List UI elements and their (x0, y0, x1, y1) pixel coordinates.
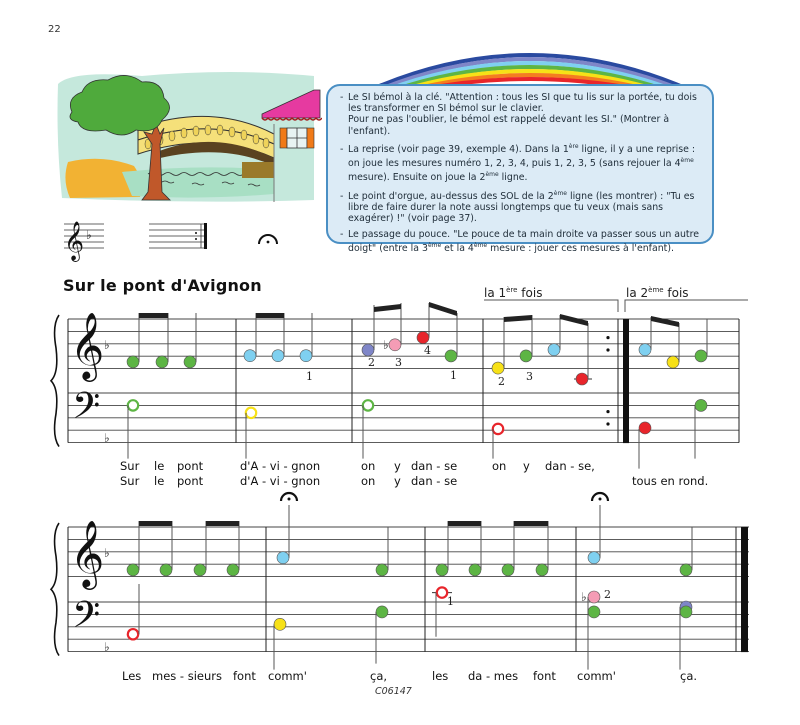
note-text: mesure : jouer ces mesures à l'enfant). (487, 242, 674, 254)
note-head (445, 350, 457, 362)
lyric-syllable: y (394, 474, 401, 488)
catalogue-code: C06147 (375, 686, 412, 697)
thick-barline (623, 319, 629, 443)
note-head-half (363, 400, 373, 410)
note-head (194, 564, 206, 576)
note-head (389, 339, 401, 351)
lyric-syllable: d'A - vi - gnon (240, 459, 321, 473)
volta-bracket-2 (625, 300, 748, 312)
ordinal-suffix: ème (473, 241, 488, 249)
lyric-syllable: mes - sieurs (152, 669, 222, 683)
bass-clef-icon: 𝄢 (72, 594, 101, 645)
repeat-dot (606, 348, 609, 351)
note-text: ligne. (498, 172, 528, 184)
lyric-syllable: ça. (680, 669, 698, 683)
note-head-half (246, 408, 256, 418)
brace (51, 315, 59, 447)
note-head-half (128, 400, 138, 410)
fingering-number: 4 (424, 344, 431, 357)
note-head (502, 564, 514, 576)
ordinal-suffix: ème (553, 189, 567, 197)
fingering-number: 2 (368, 356, 375, 369)
note-beam (206, 521, 239, 526)
lyric-syllable: Les (122, 669, 142, 683)
note-beam (139, 313, 168, 318)
treble-clef-icon: 𝄞 (70, 519, 105, 587)
flat-sign: ♭ (104, 640, 110, 654)
svg-text:♭: ♭ (86, 228, 92, 242)
fingering-number: 1 (447, 595, 454, 608)
note-head (184, 356, 196, 368)
note-head (160, 564, 172, 576)
fingering-number: 1 (306, 370, 313, 383)
lyric-syllable: comm' (268, 669, 307, 683)
note-head (272, 350, 284, 362)
flat-sign: ♭ (383, 337, 389, 352)
note-head (156, 356, 168, 368)
note-text: mesure). Ensuite on joue la 2 (348, 172, 486, 184)
final-thick-barline (741, 527, 748, 652)
lyric-syllable: pont (177, 459, 204, 473)
bass-clef-icon: 𝄢 (72, 385, 101, 436)
lyric-syllable: les (432, 669, 449, 683)
ordinal-suffix: ère (568, 142, 579, 150)
note-head (588, 552, 600, 564)
fingering-number: 2 (498, 375, 505, 388)
note-beam (256, 313, 284, 318)
note-head (300, 350, 312, 362)
note-head (680, 606, 692, 618)
note-head (417, 332, 429, 344)
lyric-syllable: font (233, 669, 256, 683)
bullet-dash: - (340, 92, 344, 103)
lyric-syllable: dan - se (411, 474, 458, 488)
note-head (536, 564, 548, 576)
repeat-dot (606, 410, 609, 413)
note-head (277, 552, 289, 564)
note-head-half (493, 424, 503, 434)
note-head (376, 606, 388, 618)
note-beam (374, 304, 401, 312)
fingering-number: 1 (450, 369, 457, 382)
lyric-syllable: on (361, 459, 376, 473)
note-head (469, 564, 481, 576)
fingering-number: 3 (395, 356, 402, 369)
fingering-number: 3 (526, 370, 533, 383)
note-head (274, 618, 286, 630)
note-text: Pour ne pas l'oublier, le bémol est rappelé devant les SI." (Montrer à l'enfant). (348, 114, 670, 137)
note-head (639, 344, 651, 356)
repeat-dot (606, 336, 609, 339)
lyric-syllable: da - mes (468, 669, 519, 683)
note-beam (139, 521, 172, 526)
lyric-syllable: Sur (120, 459, 140, 473)
lyric-syllable: y (523, 459, 530, 473)
note-head (362, 344, 374, 356)
note-head (695, 399, 707, 411)
note-head-half (437, 587, 447, 597)
note-head-half (128, 629, 138, 639)
note-head (227, 564, 239, 576)
lyric-syllable: dan - se, (545, 459, 595, 473)
page-number: 22 (48, 24, 61, 35)
note-head (127, 564, 139, 576)
lyric-syllable: le (154, 474, 165, 488)
note-text: ligne, il y a une reprise : on joue les mesures numéro 1, 2, 3, 4, puis 1, 2, 3, 5 (sans rejouer la 4 (348, 143, 696, 170)
lyric-syllable: d'A - vi - gnon (240, 474, 321, 488)
repeat-dot (606, 422, 609, 425)
note-head (127, 356, 139, 368)
lyric-syllable: on (361, 474, 376, 488)
note-beam (504, 315, 532, 322)
lyric-syllable: comm' (577, 669, 616, 683)
note-text: Le passage du pouce. "Le pouce de ta main droite va passer sous un autre doigt" (entre la 3 (348, 228, 700, 254)
bullet-dash: - (340, 190, 344, 202)
note-head (588, 591, 600, 603)
note-head (244, 350, 256, 362)
svg-text:𝄞: 𝄞 (64, 221, 85, 261)
bullet-dash: - (340, 228, 344, 240)
bullet-dash: - (340, 143, 344, 155)
treble-clef-icon: 𝄞 (70, 311, 105, 379)
note-head (667, 356, 679, 368)
note-text: ligne (les montrer) : "Tu es libre de faire durer la note aussi longtemps que tu veux (mais sans exagérer) !" (voir page 37). (348, 190, 695, 225)
flat-sign: ♭ (581, 590, 587, 604)
lyric-syllable: tous en rond. (632, 474, 709, 488)
fingering-number: 2 (604, 588, 611, 601)
note-text: Le SI bémol à la clé. "Attention : tous les SI que tu lis sur la portée, tu dois les transformer en SI bémol sur le clavier. (348, 92, 697, 115)
note-head (548, 344, 560, 356)
ordinal-suffix: ème (427, 241, 442, 249)
ordinal-suffix: ème (680, 157, 694, 165)
note-head (576, 373, 588, 385)
flat-sign: ♭ (104, 431, 110, 445)
note-head (680, 564, 692, 576)
note-text: La reprise (voir page 39, exemple 4). Dans la 1 (348, 143, 569, 155)
song-title: Sur le pont d'Avignon (63, 276, 262, 295)
lyric-syllable: dan - se (411, 459, 458, 473)
note-head (436, 564, 448, 576)
lyric-syllable: le (154, 459, 165, 473)
note-beam (651, 316, 679, 327)
fermata-dot (599, 498, 602, 501)
volta-label-2: la 2ème fois (626, 286, 689, 300)
fermata-dot (288, 498, 291, 501)
lyric-syllable: ça, (370, 669, 388, 683)
lyric-syllable: pont (177, 474, 204, 488)
note-text: et la 4 (441, 242, 474, 254)
note-head (588, 606, 600, 618)
note-beam (448, 521, 481, 526)
volta-label-1: la 1ère fois (484, 286, 543, 300)
note-head (520, 350, 532, 362)
note-text: Le point d'orgue, au-dessus des SOL de la 2 (348, 190, 554, 202)
lyric-syllable: Sur (120, 474, 140, 488)
lyric-syllable: y (394, 459, 401, 473)
note-beam (514, 521, 548, 526)
flat-sign: ♭ (104, 338, 110, 352)
note-head (639, 422, 651, 434)
flat-sign: ♭ (104, 546, 110, 560)
note-head (695, 350, 707, 362)
note-beam (429, 302, 457, 316)
note-beam (560, 314, 588, 326)
note-head (492, 362, 504, 374)
note-head (376, 564, 388, 576)
ordinal-suffix: ème (485, 171, 499, 179)
lyric-syllable: on (492, 459, 507, 473)
brace (51, 523, 59, 656)
volta-bracket-1 (484, 300, 618, 312)
lyric-syllable: font (533, 669, 556, 683)
